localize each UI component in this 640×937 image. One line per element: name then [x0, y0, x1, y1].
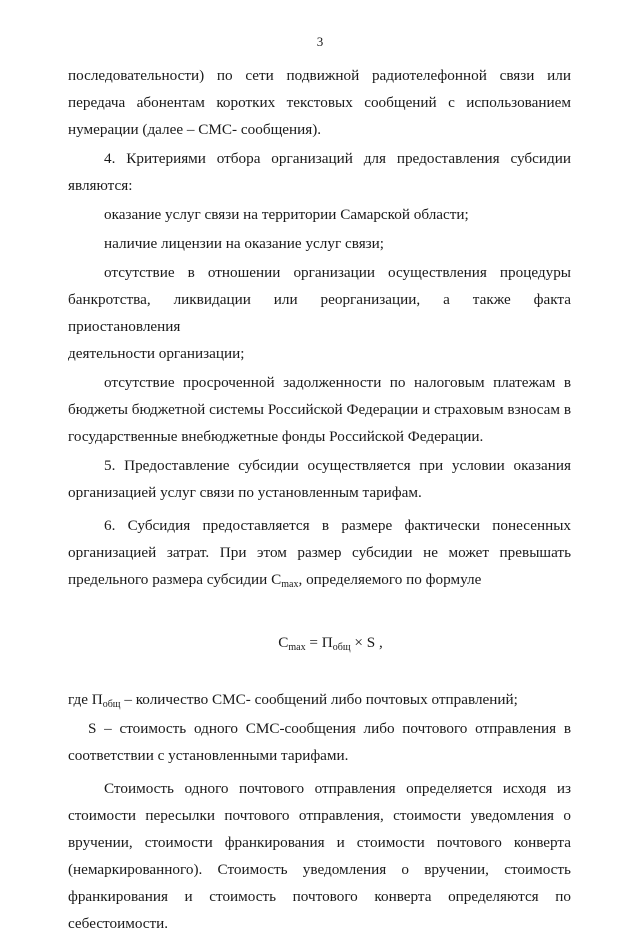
- text-fragment: где П: [68, 691, 103, 708]
- subscript: max: [281, 579, 299, 590]
- text-fragment: , определяемого по формуле: [298, 571, 482, 588]
- text-line: банкротства, ликвидации или реорганизации, а также факта приостановления: [68, 291, 571, 335]
- text-line: франкирования и стоимость почтового конверта определяются по: [68, 888, 571, 905]
- text-line: S – стоимость одного СМС-сообщения либо почтового отправления в: [88, 720, 571, 737]
- text-fragment: предельного размера субсидии C: [68, 571, 282, 588]
- text-line: передача абонентам коротких текстовых сообщений с использованием: [68, 94, 571, 111]
- subscript: общ: [332, 642, 351, 653]
- text-line: организацией затрат. При этом размер субсидии не может превышать: [68, 544, 571, 561]
- criterion-item: оказание услуг связи на территории Самарской области;: [104, 206, 469, 223]
- text-line: (немаркированного). Стоимость уведомления о вручении, стоимость: [68, 861, 571, 878]
- text-line: [68, 686, 571, 713]
- text-line: соответствии с установленными тарифами.: [68, 747, 349, 764]
- document-body: [68, 62, 571, 937]
- formula-symbol: C: [278, 634, 289, 651]
- text-line: организацией услуг связи по установленным тарифам.: [68, 484, 422, 501]
- criterion-item: отсутствие просроченной задолженности по налоговым платежам в: [104, 374, 571, 391]
- text-line: Стоимость одного почтового отправления определяется исходя из: [104, 780, 571, 797]
- text-line: деятельности организации;: [68, 345, 245, 362]
- text-line: являются:: [68, 177, 133, 194]
- text-fragment: – количество СМС- сообщений либо почтовых отправлений;: [120, 691, 518, 708]
- page-number: 3: [316, 34, 324, 49]
- text-line: 5. Предоставление субсидии осуществляется при условии оказания: [104, 457, 571, 474]
- text-line: государственные внебюджетные фонды Российской Федерации.: [68, 428, 484, 445]
- formula-symbol: × S ,: [350, 634, 383, 651]
- formula: [68, 629, 571, 656]
- text-line: последовательности) по сети подвижной радиотелефонной связи или: [68, 67, 571, 84]
- formula-symbol: = П: [305, 634, 333, 651]
- subscript: max: [288, 642, 306, 653]
- criterion-item: отсутствие в отношении организации осуществления процедуры: [104, 264, 571, 281]
- text-line: вручении, стоимости франкирования и стоимости почтового конверта: [68, 834, 571, 851]
- text-line: нумерации (далее – СМС- сообщения).: [68, 121, 322, 138]
- subscript: общ: [102, 699, 121, 710]
- criterion-item: наличие лицензии на оказание услуг связи;: [104, 235, 385, 252]
- text-line: бюджеты бюджетной системы Российской Федерации и страховым взносам в: [68, 401, 571, 418]
- text-line: стоимости пересылки почтового отправления, стоимости уведомления о: [68, 807, 571, 824]
- text-line: себестоимости.: [68, 915, 169, 932]
- text-line: 6. Субсидия предоставляется в размере фактически понесенных: [104, 517, 571, 534]
- text-line: [68, 566, 571, 593]
- text-line: 4. Критериями отбора организаций для предоставления субсидии: [104, 150, 571, 167]
